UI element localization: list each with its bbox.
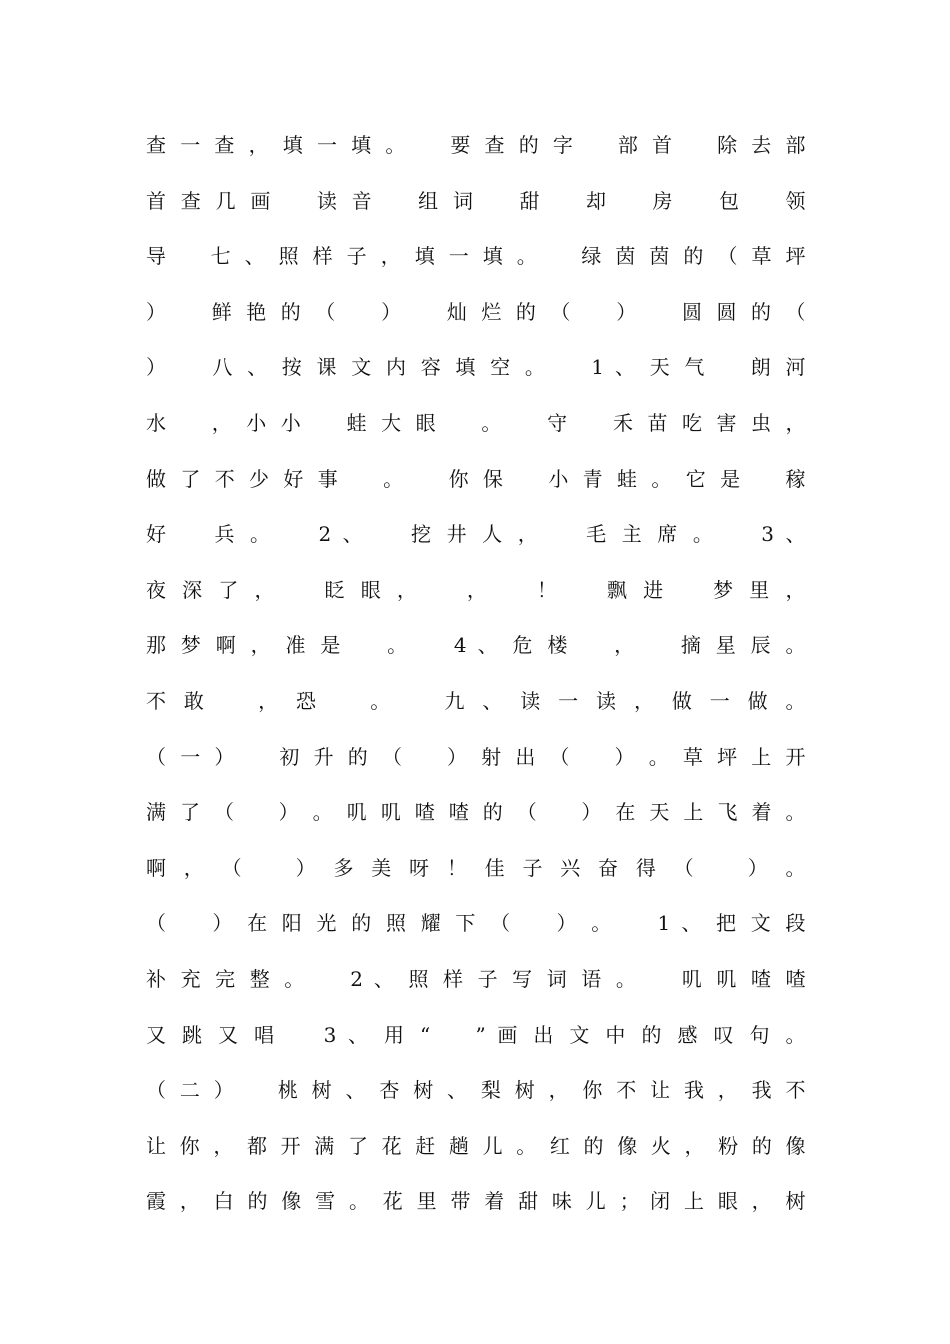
text-line-8: 好 兵 。 2 、 挖 井 人 ， 毛 主 席 。 3 、 <box>146 522 806 547</box>
text-line-14: 啊 ， （ ） 多 美 呀 ！ 佳 子 兴 奋 得 （ ） 。 <box>146 855 806 880</box>
text-line-7: 做 了 不 少 好 事 。 你 保 小 青 蛙 。 它 是 稼 <box>146 466 806 491</box>
worksheet-text <box>146 128 806 1240</box>
text-line-20: 霞 ， 白 的 像 雪 。 花 里 带 着 甜 味 儿 ； 闭 上 眼 ， 树 <box>146 1189 806 1214</box>
text-line-13: 满 了 （ ） 。 叽 叽 喳 喳 的 （ ） 在 天 上 飞 着 。 <box>146 800 806 825</box>
text-line-17: 又 跳 又 唱 3 、 用 “ ” 画 出 文 中 的 感 叹 句 。 <box>146 1022 806 1047</box>
text-line-1: 查 一 查 ， 填 一 填 。 要 查 的 字 部 首 除 去 部 <box>146 133 806 157</box>
text-line-3: 导 七 、 照 样 子 ， 填 一 填 。 绿 茵 茵 的 （ 草 坪 <box>146 244 806 269</box>
text-line-10: 那 梦 啊 ， 准 是 。 4 、 危 楼 ， 摘 星 辰 。 <box>146 633 806 658</box>
text-line-18: （ 二 ） 桃 树 、 杏 树 、 梨 树 ， 你 不 让 我 ， 我 不 <box>146 1078 806 1103</box>
text-line-5: ） 八 、 按 课 文 内 容 填 空 。 1 、 天 气 朗 河 <box>146 355 806 380</box>
text-line-6: 水 ， 小 小 蛙 大 眼 。 守 禾 苗 吃 害 虫 ， <box>146 410 806 435</box>
text-line-15: （ ） 在 阳 光 的 照 耀 下 （ ） 。 1 、 把 文 段 <box>146 911 806 936</box>
text-line-11: 不 敢 ， 恐 。 九 、 读 一 读 ， 做 一 做 。 <box>146 688 806 713</box>
text-line-4: ） 鲜 艳 的 （ ） 灿 烂 的 （ ） 圆 圆 的 （ <box>146 299 806 324</box>
text-line-19: 让 你 ， 都 开 满 了 花 赶 趟 儿 。 红 的 像 火 ， 粉 的 像 <box>146 1133 806 1158</box>
text-line-16: 补 充 完 整 。 2 、 照 样 子 写 词 语 。 叽 叽 喳 喳 <box>146 966 806 991</box>
text-line-9: 夜 深 了 ， 眨 眼 ， ， ！ 飘 进 梦 里 ， <box>146 577 806 602</box>
text-line-12: （ 一 ） 初 升 的 （ ） 射 出 （ ） 。 草 坪 上 开 <box>146 744 806 769</box>
text-line-2: 首 查 几 画 读 音 组 词 甜 却 房 包 领 <box>146 188 806 213</box>
